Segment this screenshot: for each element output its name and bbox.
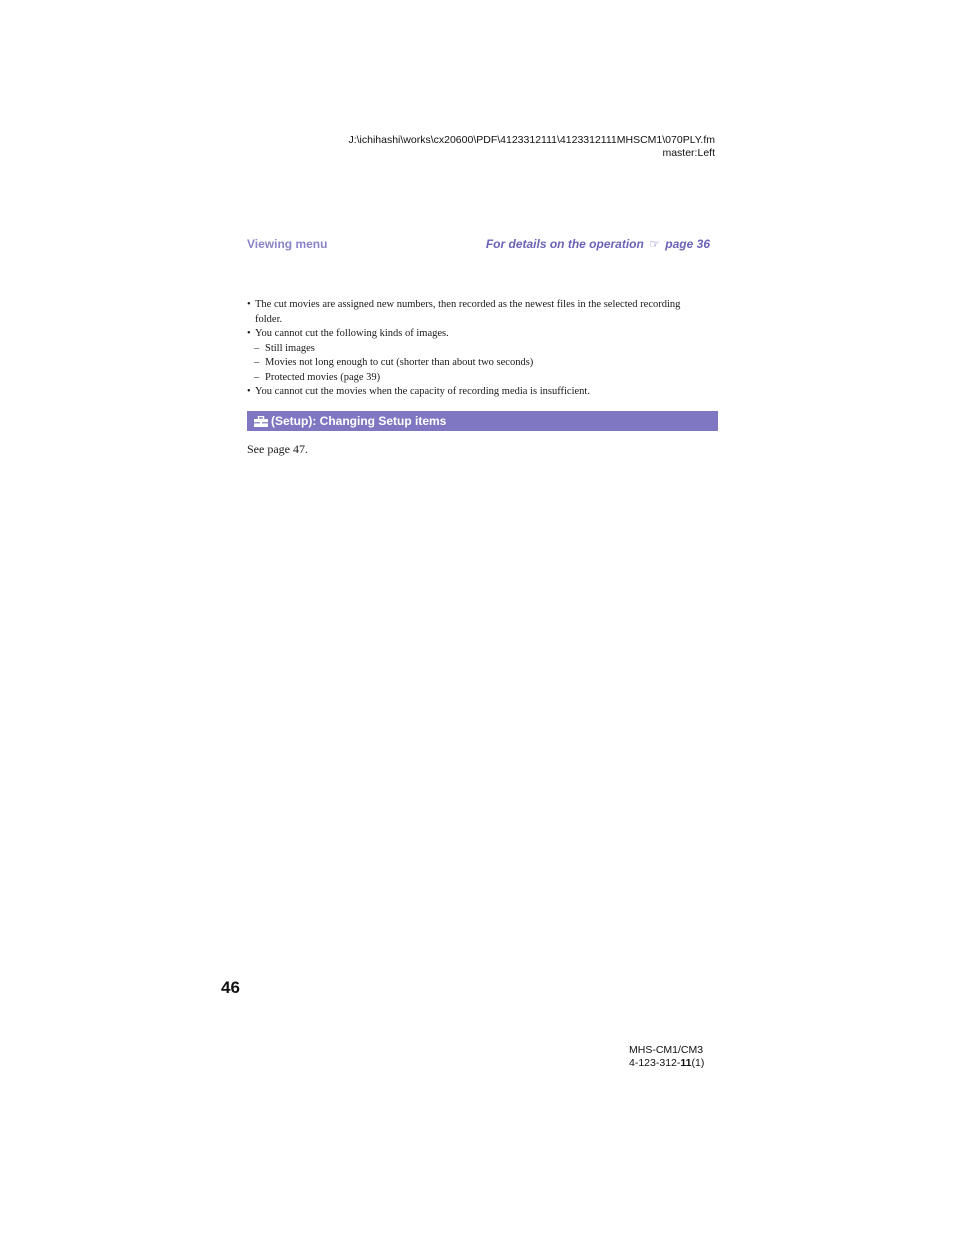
dash: – (254, 371, 260, 383)
sub-item (247, 356, 707, 371)
file-path: J:\ichihashi\works\cx20600\PDF\4123312111\4123312111MHSCM1\070PLY.fm (348, 134, 715, 146)
page-number: 46 (221, 978, 240, 997)
setup-section-title: (Setup): Changing Setup items (271, 414, 447, 428)
see-page-text: See page 47. (247, 442, 308, 456)
toolbox-icon (254, 416, 268, 427)
bullet: • (247, 328, 251, 339)
file-path-stamp (348, 134, 715, 160)
note-item (247, 385, 707, 400)
note-item (247, 298, 707, 327)
bullet: • (247, 299, 251, 310)
dash: – (254, 342, 260, 354)
sub-item-text: Still images (265, 342, 315, 354)
notes-list (247, 298, 707, 400)
model-code-prefix: 4-123-312- (629, 1057, 681, 1069)
sub-item (247, 342, 707, 357)
sub-item-text: Movies not long enough to cut (shorter than about two seconds) (265, 357, 534, 368)
model-code-bold: 11 (680, 1057, 692, 1069)
details-reference (486, 237, 710, 251)
details-prefix: For details on the operation (485, 237, 644, 251)
model-name: MHS-CM1/CM3 (629, 1044, 704, 1056)
master-page-label: master:Left (662, 147, 715, 159)
note-text: You cannot cut the movies when the capacity of recording media is insufficient. (255, 386, 590, 397)
model-code-suffix: (1) (691, 1057, 705, 1069)
sub-item-text: Protected movies (page 39) (265, 371, 381, 383)
bullet: • (247, 386, 251, 397)
setup-section-bar (247, 411, 718, 431)
note-text: You cannot cut the following kinds of images. (255, 328, 449, 339)
dash: – (254, 357, 260, 368)
note-item (247, 327, 707, 342)
sub-item (247, 371, 707, 386)
model-code (629, 1057, 704, 1070)
section-header: Viewing menu (247, 237, 328, 251)
pointing-hand-icon: ☞ (649, 237, 660, 251)
model-info (629, 1044, 704, 1070)
note-text: The cut movies are assigned new numbers, then recorded as the newest files in the selected recording folder. (255, 299, 681, 325)
details-page: page 36 (665, 237, 710, 251)
